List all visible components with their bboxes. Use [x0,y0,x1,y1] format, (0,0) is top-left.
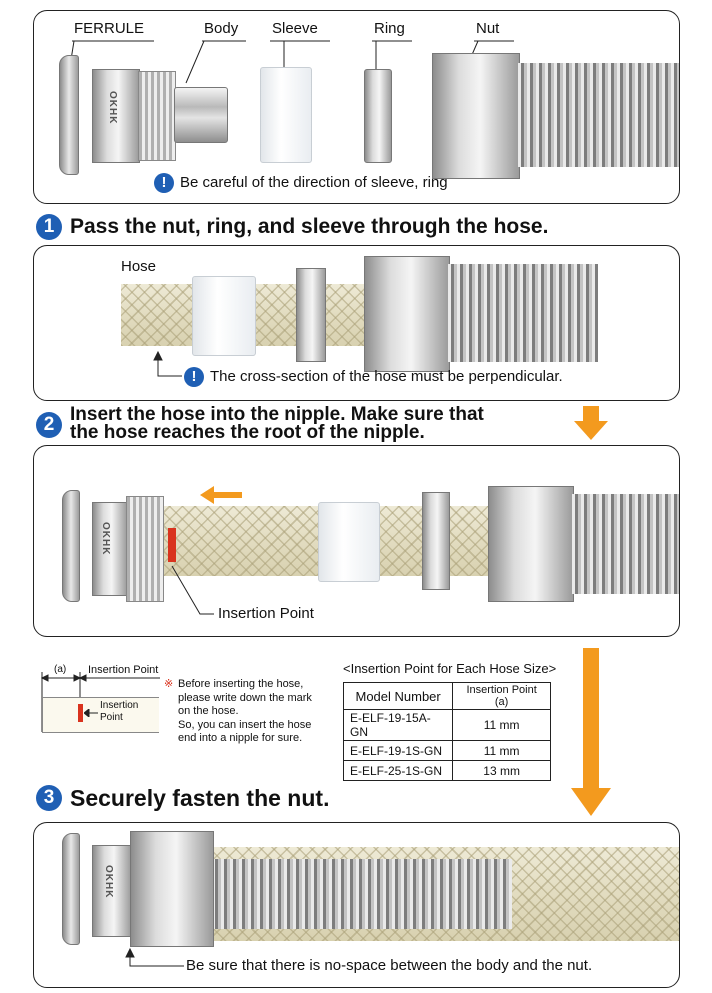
body-label: Body [204,20,239,37]
step3-engraving: OKHK [103,865,114,899]
table-cell-value: 11 mm [453,710,551,741]
step3-heading [36,785,329,811]
table-cell-model: E-ELF-19-15A-GN [344,710,453,741]
step2-heading [36,406,484,442]
body-nipple [174,87,228,143]
step1-panel [33,245,680,401]
note-line: Before inserting the hose, [178,678,304,690]
table-row [344,761,551,781]
parts-warning [154,173,448,193]
note-line: So, you can insert the hose [178,718,312,731]
step3-number: 3 [36,785,62,811]
warning-icon: ! [184,367,204,387]
note-line: please write down the mark [178,691,312,704]
ferrule-label: FERRULE [74,20,145,37]
ring-label: Ring [374,20,405,37]
table-cell-value: 11 mm [453,741,551,761]
step3-title: Securely fasten the nut. [70,785,330,811]
table-row [344,741,551,761]
nut-part [432,53,520,179]
table-caption: <Insertion Point for Each Hose Size> [343,661,557,676]
ferrule-flange [59,55,79,175]
diagram-mark-label-line2: Point [100,712,123,723]
nut-label: Nut [476,20,500,37]
insertion-table [343,682,551,781]
step1-number: 1 [36,214,62,240]
sleeve-part [260,67,312,163]
step2-number: 2 [36,412,62,438]
insertion-diagram [38,660,160,738]
table-cell-model: E-ELF-25-1S-GN [344,761,453,781]
step2-insertion-label: Insertion Point [218,605,314,622]
diagram-mark-arrow [84,709,98,717]
table-cell-model: E-ELF-19-1S-GN [344,741,453,761]
table-row [344,710,551,741]
hose-label: Hose [121,258,157,275]
warning-icon: ! [154,173,174,193]
flow-arrow-icon [574,406,608,440]
sleeve-label: Sleeve [272,20,318,37]
diagram-mark [78,704,83,722]
step2-panel [33,445,680,637]
table-cell-value: 13 mm [453,761,551,781]
step2-title-line2: the hose reaches the root of the nipple. [70,422,425,443]
step2-title-line1: Insert the hose into the nipple. Make sure that [70,404,484,425]
step1-title: Pass the nut, ring, and sleeve through the hose. [70,215,549,238]
step2-engraving: OKHK [100,522,111,556]
diagram-mark-label-line1: Insertion [100,700,139,711]
table-header-model: Model Number [344,683,453,710]
note-mark: ※ [164,678,174,690]
body-thread [138,71,176,161]
step1-heading [36,214,548,240]
parts-warning-text: Be careful of the direction of sleeve, ring [180,173,448,191]
step3-note: Be sure that there is no-space between the body and the nut. [186,957,593,974]
step2-title [70,406,484,442]
step1-warning-text: The cross-section of the hose must be perpendicular. [210,367,563,385]
body-engraving: OKHK [107,91,118,125]
table-header-row [344,683,551,710]
table-header-insertion: Insertion Point (a) [453,683,551,710]
diagram-insertion-label: Insertion Point [88,664,159,676]
step1-warning [184,367,563,387]
step2-leader [34,446,679,636]
parts-hose-coil [518,63,680,167]
parts-panel [33,10,680,204]
diagram-mark-label [100,700,138,724]
step3-panel [33,822,680,988]
diagram-a-label: (a) [54,664,67,675]
note-line: on the hose. [178,705,239,717]
ring-part [364,69,392,163]
note-line: end into a nipple for sure. [178,732,303,744]
flow-down-arrow-icon [571,648,611,816]
